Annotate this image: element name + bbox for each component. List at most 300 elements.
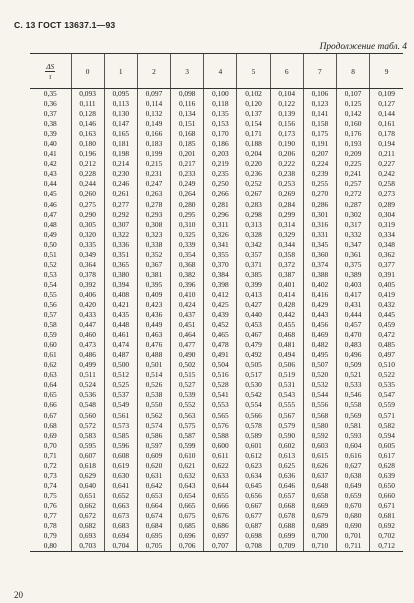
value-cell: 0,544 bbox=[303, 390, 336, 400]
value-cell: 0,328 bbox=[237, 230, 270, 240]
value-cell: 0,651 bbox=[71, 491, 104, 501]
value-cell: 0,451 bbox=[171, 320, 204, 330]
value-cell: 0,206 bbox=[270, 149, 303, 159]
value-cell: 0,492 bbox=[237, 350, 270, 360]
value-cell: 0,499 bbox=[71, 360, 104, 370]
value-cell: 0,601 bbox=[237, 441, 270, 451]
value-cell: 0,329 bbox=[270, 230, 303, 240]
value-cell: 0,120 bbox=[237, 99, 270, 109]
value-cell: 0,165 bbox=[104, 129, 137, 139]
value-cell: 0,505 bbox=[237, 360, 270, 370]
value-cell: 0,646 bbox=[270, 481, 303, 491]
value-cell: 0,467 bbox=[237, 330, 270, 340]
value-cell: 0,517 bbox=[237, 370, 270, 380]
table-row bbox=[30, 99, 403, 109]
row-argument-cell: 0,43 bbox=[43, 169, 57, 179]
value-cell: 0,684 bbox=[137, 521, 170, 531]
value-cell: 0,639 bbox=[370, 471, 403, 481]
value-cell: 0,255 bbox=[303, 179, 336, 189]
value-cell: 0,144 bbox=[370, 109, 403, 119]
value-cell: 0,185 bbox=[171, 139, 204, 149]
table-row bbox=[30, 471, 403, 481]
row-argument-cell: 0,63 bbox=[43, 370, 57, 380]
value-cell: 0,375 bbox=[337, 260, 370, 270]
value-cell: 0,528 bbox=[204, 380, 237, 390]
value-cell: 0,487 bbox=[104, 350, 137, 360]
value-cell: 0,246 bbox=[104, 179, 137, 189]
value-cell: 0,154 bbox=[237, 119, 270, 129]
value-cell: 0,311 bbox=[204, 220, 237, 230]
value-cell: 0,322 bbox=[104, 230, 137, 240]
value-cell: 0,204 bbox=[237, 149, 270, 159]
value-cell: 0,568 bbox=[303, 411, 336, 421]
value-cell: 0,348 bbox=[370, 240, 403, 250]
ratio-numerator: ΔS bbox=[46, 61, 55, 71]
value-cell: 0,289 bbox=[370, 200, 403, 210]
value-cell: 0,588 bbox=[204, 431, 237, 441]
row-argument-cell: 0,46 bbox=[43, 199, 57, 209]
value-cell: 0,252 bbox=[237, 179, 270, 189]
row-argument-cell: 0,41 bbox=[43, 149, 57, 159]
value-cell: 0,443 bbox=[303, 310, 336, 320]
value-cell: 0,582 bbox=[370, 421, 403, 431]
value-cell: 0,561 bbox=[104, 411, 137, 421]
value-cell: 0,678 bbox=[270, 511, 303, 521]
value-cell: 0,296 bbox=[204, 210, 237, 220]
row-argument-cell: 0,62 bbox=[43, 360, 57, 370]
row-argument-cell: 0,51 bbox=[43, 249, 57, 259]
value-cell: 0,449 bbox=[137, 320, 170, 330]
value-cell: 0,558 bbox=[337, 400, 370, 410]
value-cell: 0,689 bbox=[303, 521, 336, 531]
value-cell: 0,355 bbox=[204, 250, 237, 260]
value-cell: 0,173 bbox=[270, 129, 303, 139]
value-cell: 0,128 bbox=[71, 109, 104, 119]
value-cell: 0,429 bbox=[303, 300, 336, 310]
value-cell: 0,410 bbox=[171, 290, 204, 300]
value-cell: 0,576 bbox=[204, 421, 237, 431]
value-cell: 0,686 bbox=[204, 521, 237, 531]
value-cell: 0,236 bbox=[237, 169, 270, 179]
value-cell: 0,199 bbox=[137, 149, 170, 159]
table-row bbox=[30, 139, 403, 149]
value-cell: 0,491 bbox=[204, 350, 237, 360]
value-cell: 0,501 bbox=[137, 360, 170, 370]
value-cell: 0,574 bbox=[137, 421, 170, 431]
value-cell: 0,675 bbox=[171, 511, 204, 521]
value-cell: 0,273 bbox=[370, 189, 403, 199]
value-cell: 0,521 bbox=[337, 370, 370, 380]
row-argument-cell: 0,56 bbox=[43, 300, 57, 309]
row-argument-cell: 0,75 bbox=[43, 490, 57, 500]
value-cell: 0,479 bbox=[237, 340, 270, 350]
value-cell: 0,698 bbox=[237, 531, 270, 541]
row-argument-cell: 0,59 bbox=[43, 330, 57, 340]
value-cell: 0,595 bbox=[71, 441, 104, 451]
value-cell: 0,365 bbox=[104, 260, 137, 270]
value-cell: 0,299 bbox=[270, 210, 303, 220]
value-cell: 0,596 bbox=[104, 441, 137, 451]
value-cell: 0,643 bbox=[171, 481, 204, 491]
row-argument-cell: 0,35 bbox=[43, 89, 57, 99]
value-cell: 0,482 bbox=[303, 340, 336, 350]
value-cell: 0,307 bbox=[104, 220, 137, 230]
value-cell: 0,616 bbox=[337, 451, 370, 461]
row-argument-cell: 0,70 bbox=[43, 440, 57, 450]
value-cell: 0,305 bbox=[71, 220, 104, 230]
value-cell: 0,358 bbox=[270, 250, 303, 260]
table-row bbox=[30, 511, 403, 521]
value-cell: 0,563 bbox=[171, 411, 204, 421]
value-cell: 0,674 bbox=[137, 511, 170, 521]
value-cell: 0,116 bbox=[171, 99, 204, 109]
table-row bbox=[30, 350, 403, 360]
value-cell: 0,710 bbox=[303, 541, 336, 552]
value-cell: 0,589 bbox=[237, 431, 270, 441]
value-cell: 0,247 bbox=[137, 179, 170, 189]
value-cell: 0,389 bbox=[337, 270, 370, 280]
value-cell: 0,530 bbox=[237, 380, 270, 390]
value-cell: 0,676 bbox=[204, 511, 237, 521]
value-cell: 0,151 bbox=[171, 119, 204, 129]
value-cell: 0,146 bbox=[71, 119, 104, 129]
value-cell: 0,541 bbox=[204, 390, 237, 400]
value-cell: 0,201 bbox=[171, 149, 204, 159]
value-cell: 0,433 bbox=[71, 310, 104, 320]
value-cell: 0,481 bbox=[270, 340, 303, 350]
page-header: С. 13 ГОСТ 13637.1—93 bbox=[14, 20, 116, 30]
row-argument-cell: 0,39 bbox=[43, 129, 57, 139]
value-cell: 0,562 bbox=[137, 411, 170, 421]
value-cell: 0,137 bbox=[237, 109, 270, 119]
value-cell: 0,281 bbox=[204, 200, 237, 210]
value-cell: 0,188 bbox=[237, 139, 270, 149]
value-cell: 0,604 bbox=[337, 441, 370, 451]
value-cell: 0,549 bbox=[104, 400, 137, 410]
header-cell-col: 6 bbox=[270, 54, 303, 89]
table-row bbox=[30, 200, 403, 210]
value-cell: 0,622 bbox=[204, 461, 237, 471]
value-cell: 0,385 bbox=[237, 270, 270, 280]
table-row bbox=[30, 210, 403, 220]
value-cell: 0,550 bbox=[137, 400, 170, 410]
value-cell: 0,515 bbox=[171, 370, 204, 380]
value-cell: 0,679 bbox=[303, 511, 336, 521]
value-cell: 0,636 bbox=[270, 471, 303, 481]
value-cell: 0,419 bbox=[370, 290, 403, 300]
table-row bbox=[30, 370, 403, 380]
value-cell: 0,668 bbox=[270, 501, 303, 511]
table-row bbox=[30, 421, 403, 431]
value-cell: 0,093 bbox=[71, 89, 104, 100]
value-cell: 0,238 bbox=[270, 169, 303, 179]
value-cell: 0,579 bbox=[270, 421, 303, 431]
value-cell: 0,098 bbox=[171, 89, 204, 100]
value-cell: 0,543 bbox=[270, 390, 303, 400]
value-cell: 0,190 bbox=[270, 139, 303, 149]
value-cell: 0,602 bbox=[270, 441, 303, 451]
value-cell: 0,556 bbox=[303, 400, 336, 410]
value-cell: 0,626 bbox=[303, 461, 336, 471]
value-cell: 0,425 bbox=[204, 300, 237, 310]
value-cell: 0,599 bbox=[171, 441, 204, 451]
value-cell: 0,634 bbox=[237, 471, 270, 481]
value-cell: 0,507 bbox=[303, 360, 336, 370]
value-cell: 0,125 bbox=[337, 99, 370, 109]
value-cell: 0,135 bbox=[204, 109, 237, 119]
value-cell: 0,580 bbox=[303, 421, 336, 431]
value-cell: 0,690 bbox=[337, 521, 370, 531]
value-cell: 0,336 bbox=[104, 240, 137, 250]
value-cell: 0,683 bbox=[104, 521, 137, 531]
value-cell: 0,132 bbox=[137, 109, 170, 119]
value-cell: 0,512 bbox=[104, 370, 137, 380]
value-cell: 0,377 bbox=[370, 260, 403, 270]
header-cell-col: 5 bbox=[237, 54, 270, 89]
value-cell: 0,708 bbox=[237, 541, 270, 552]
value-cell: 0,351 bbox=[104, 250, 137, 260]
value-cell: 0,536 bbox=[71, 390, 104, 400]
value-cell: 0,670 bbox=[337, 501, 370, 511]
value-cell: 0,405 bbox=[370, 280, 403, 290]
value-cell: 0,326 bbox=[204, 230, 237, 240]
value-cell: 0,114 bbox=[137, 99, 170, 109]
value-cell: 0,345 bbox=[303, 240, 336, 250]
value-cell: 0,183 bbox=[137, 139, 170, 149]
value-cell: 0,308 bbox=[137, 220, 170, 230]
row-argument-cell: 0,45 bbox=[43, 189, 57, 199]
value-cell: 0,559 bbox=[370, 400, 403, 410]
value-cell: 0,659 bbox=[337, 491, 370, 501]
value-cell: 0,455 bbox=[270, 320, 303, 330]
value-cell: 0,665 bbox=[171, 501, 204, 511]
table-row bbox=[30, 149, 403, 159]
value-cell: 0,669 bbox=[303, 501, 336, 511]
value-cell: 0,707 bbox=[204, 541, 237, 552]
value-cell: 0,332 bbox=[337, 230, 370, 240]
value-cell: 0,382 bbox=[171, 270, 204, 280]
value-cell: 0,194 bbox=[370, 139, 403, 149]
row-argument-cell: 0,68 bbox=[43, 420, 57, 430]
value-cell: 0,637 bbox=[303, 471, 336, 481]
value-cell: 0,500 bbox=[104, 360, 137, 370]
value-cell: 0,688 bbox=[270, 521, 303, 531]
value-cell: 0,095 bbox=[104, 89, 137, 100]
value-cell: 0,352 bbox=[137, 250, 170, 260]
table-row bbox=[30, 531, 403, 541]
row-argument-cell: 0,71 bbox=[43, 450, 57, 460]
value-cell: 0,476 bbox=[137, 340, 170, 350]
value-cell: 0,374 bbox=[303, 260, 336, 270]
table-row bbox=[30, 481, 403, 491]
value-cell: 0,341 bbox=[204, 240, 237, 250]
value-cell: 0,292 bbox=[104, 210, 137, 220]
value-cell: 0,203 bbox=[204, 149, 237, 159]
value-cell: 0,106 bbox=[303, 89, 336, 100]
table-row bbox=[30, 280, 403, 290]
value-cell: 0,417 bbox=[337, 290, 370, 300]
value-cell: 0,371 bbox=[237, 260, 270, 270]
value-cell: 0,610 bbox=[171, 451, 204, 461]
value-cell: 0,496 bbox=[337, 350, 370, 360]
value-cell: 0,267 bbox=[237, 189, 270, 199]
value-cell: 0,219 bbox=[204, 159, 237, 169]
value-cell: 0,403 bbox=[337, 280, 370, 290]
value-cell: 0,695 bbox=[137, 531, 170, 541]
value-cell: 0,642 bbox=[137, 481, 170, 491]
value-cell: 0,364 bbox=[71, 260, 104, 270]
value-cell: 0,478 bbox=[204, 340, 237, 350]
value-cell: 0,149 bbox=[137, 119, 170, 129]
value-cell: 0,666 bbox=[204, 501, 237, 511]
value-cell: 0,181 bbox=[104, 139, 137, 149]
value-cell: 0,631 bbox=[137, 471, 170, 481]
value-cell: 0,409 bbox=[137, 290, 170, 300]
value-cell: 0,495 bbox=[303, 350, 336, 360]
value-cell: 0,130 bbox=[104, 109, 137, 119]
table-row bbox=[30, 330, 403, 340]
value-cell: 0,215 bbox=[137, 159, 170, 169]
value-cell: 0,502 bbox=[171, 360, 204, 370]
value-cell: 0,464 bbox=[171, 330, 204, 340]
row-argument-cell: 0,74 bbox=[43, 480, 57, 490]
value-cell: 0,470 bbox=[337, 330, 370, 340]
value-cell: 0,682 bbox=[71, 521, 104, 531]
value-cell: 0,685 bbox=[171, 521, 204, 531]
row-argument-cell: 0,50 bbox=[43, 239, 57, 249]
value-cell: 0,361 bbox=[337, 250, 370, 260]
value-cell: 0,519 bbox=[270, 370, 303, 380]
value-cell: 0,323 bbox=[137, 230, 170, 240]
value-cell: 0,241 bbox=[337, 169, 370, 179]
value-cell: 0,387 bbox=[270, 270, 303, 280]
value-cell: 0,465 bbox=[204, 330, 237, 340]
value-cell: 0,284 bbox=[270, 200, 303, 210]
value-cell: 0,654 bbox=[171, 491, 204, 501]
value-cell: 0,535 bbox=[370, 380, 403, 390]
row-argument-cell: 0,77 bbox=[43, 510, 57, 520]
value-cell: 0,347 bbox=[337, 240, 370, 250]
value-cell: 0,652 bbox=[104, 491, 137, 501]
value-cell: 0,649 bbox=[337, 481, 370, 491]
value-cell: 0,567 bbox=[270, 411, 303, 421]
value-cell: 0,702 bbox=[370, 531, 403, 541]
value-cell: 0,304 bbox=[370, 210, 403, 220]
value-cell: 0,638 bbox=[337, 471, 370, 481]
value-cell: 0,603 bbox=[303, 441, 336, 451]
value-cell: 0,594 bbox=[370, 431, 403, 441]
value-cell: 0,290 bbox=[71, 210, 104, 220]
row-argument-cell: 0,69 bbox=[43, 430, 57, 440]
row-argument-cell: 0,60 bbox=[43, 340, 57, 350]
row-argument-cell: 0,52 bbox=[43, 259, 57, 269]
value-cell: 0,573 bbox=[104, 421, 137, 431]
table-row bbox=[30, 240, 403, 250]
value-cell: 0,590 bbox=[270, 431, 303, 441]
value-cell: 0,539 bbox=[171, 390, 204, 400]
table-row bbox=[30, 159, 403, 169]
value-cell: 0,600 bbox=[204, 441, 237, 451]
row-argument-cell: 0,48 bbox=[43, 219, 57, 229]
value-cell: 0,171 bbox=[237, 129, 270, 139]
row-argument-cell: 0,42 bbox=[43, 159, 57, 169]
value-cell: 0,712 bbox=[370, 541, 403, 552]
value-cell: 0,452 bbox=[204, 320, 237, 330]
value-cell: 0,509 bbox=[337, 360, 370, 370]
value-cell: 0,217 bbox=[171, 159, 204, 169]
value-cell: 0,628 bbox=[370, 461, 403, 471]
value-cell: 0,538 bbox=[137, 390, 170, 400]
value-cell: 0,660 bbox=[370, 491, 403, 501]
value-cell: 0,711 bbox=[337, 541, 370, 552]
table-row bbox=[30, 390, 403, 400]
value-cell: 0,650 bbox=[370, 481, 403, 491]
value-cell: 0,437 bbox=[171, 310, 204, 320]
value-cell: 0,168 bbox=[171, 129, 204, 139]
value-cell: 0,170 bbox=[204, 129, 237, 139]
value-cell: 0,153 bbox=[204, 119, 237, 129]
value-cell: 0,653 bbox=[137, 491, 170, 501]
value-cell: 0,293 bbox=[137, 210, 170, 220]
value-cell: 0,644 bbox=[204, 481, 237, 491]
table-row bbox=[30, 290, 403, 300]
value-cell: 0,235 bbox=[204, 169, 237, 179]
value-cell: 0,395 bbox=[137, 280, 170, 290]
value-cell: 0,571 bbox=[370, 411, 403, 421]
value-cell: 0,342 bbox=[237, 240, 270, 250]
table-row bbox=[30, 179, 403, 189]
row-argument-cell: 0,65 bbox=[43, 390, 57, 400]
value-cell: 0,664 bbox=[137, 501, 170, 511]
value-cell: 0,191 bbox=[303, 139, 336, 149]
header-cell-col: 8 bbox=[337, 54, 370, 89]
value-cell: 0,357 bbox=[237, 250, 270, 260]
value-cell: 0,658 bbox=[303, 491, 336, 501]
value-cell: 0,239 bbox=[303, 169, 336, 179]
table-continuation-caption: Продолжение табл. 4 bbox=[319, 42, 407, 52]
value-cell: 0,156 bbox=[270, 119, 303, 129]
value-cell: 0,380 bbox=[104, 270, 137, 280]
value-cell: 0,469 bbox=[303, 330, 336, 340]
table-row bbox=[30, 300, 403, 310]
value-cell: 0,474 bbox=[104, 340, 137, 350]
value-cell: 0,608 bbox=[104, 451, 137, 461]
row-argument-cell: 0,47 bbox=[43, 209, 57, 219]
value-cell: 0,522 bbox=[370, 370, 403, 380]
value-cell: 0,260 bbox=[71, 189, 104, 199]
value-cell: 0,212 bbox=[71, 159, 104, 169]
value-cell: 0,102 bbox=[237, 89, 270, 100]
value-cell: 0,261 bbox=[104, 189, 137, 199]
value-cell: 0,253 bbox=[270, 179, 303, 189]
value-cell: 0,565 bbox=[204, 411, 237, 421]
value-cell: 0,442 bbox=[270, 310, 303, 320]
value-cell: 0,266 bbox=[204, 189, 237, 199]
value-cell: 0,680 bbox=[337, 511, 370, 521]
row-argument-cell: 0,53 bbox=[43, 269, 57, 279]
value-cell: 0,547 bbox=[370, 390, 403, 400]
value-cell: 0,139 bbox=[270, 109, 303, 119]
value-cell: 0,335 bbox=[71, 240, 104, 250]
value-cell: 0,696 bbox=[171, 531, 204, 541]
value-cell: 0,618 bbox=[71, 461, 104, 471]
table-row bbox=[30, 89, 403, 100]
value-cell: 0,627 bbox=[337, 461, 370, 471]
value-cell: 0,227 bbox=[370, 159, 403, 169]
value-cell: 0,339 bbox=[171, 240, 204, 250]
value-cell: 0,244 bbox=[71, 179, 104, 189]
value-cell: 0,657 bbox=[270, 491, 303, 501]
